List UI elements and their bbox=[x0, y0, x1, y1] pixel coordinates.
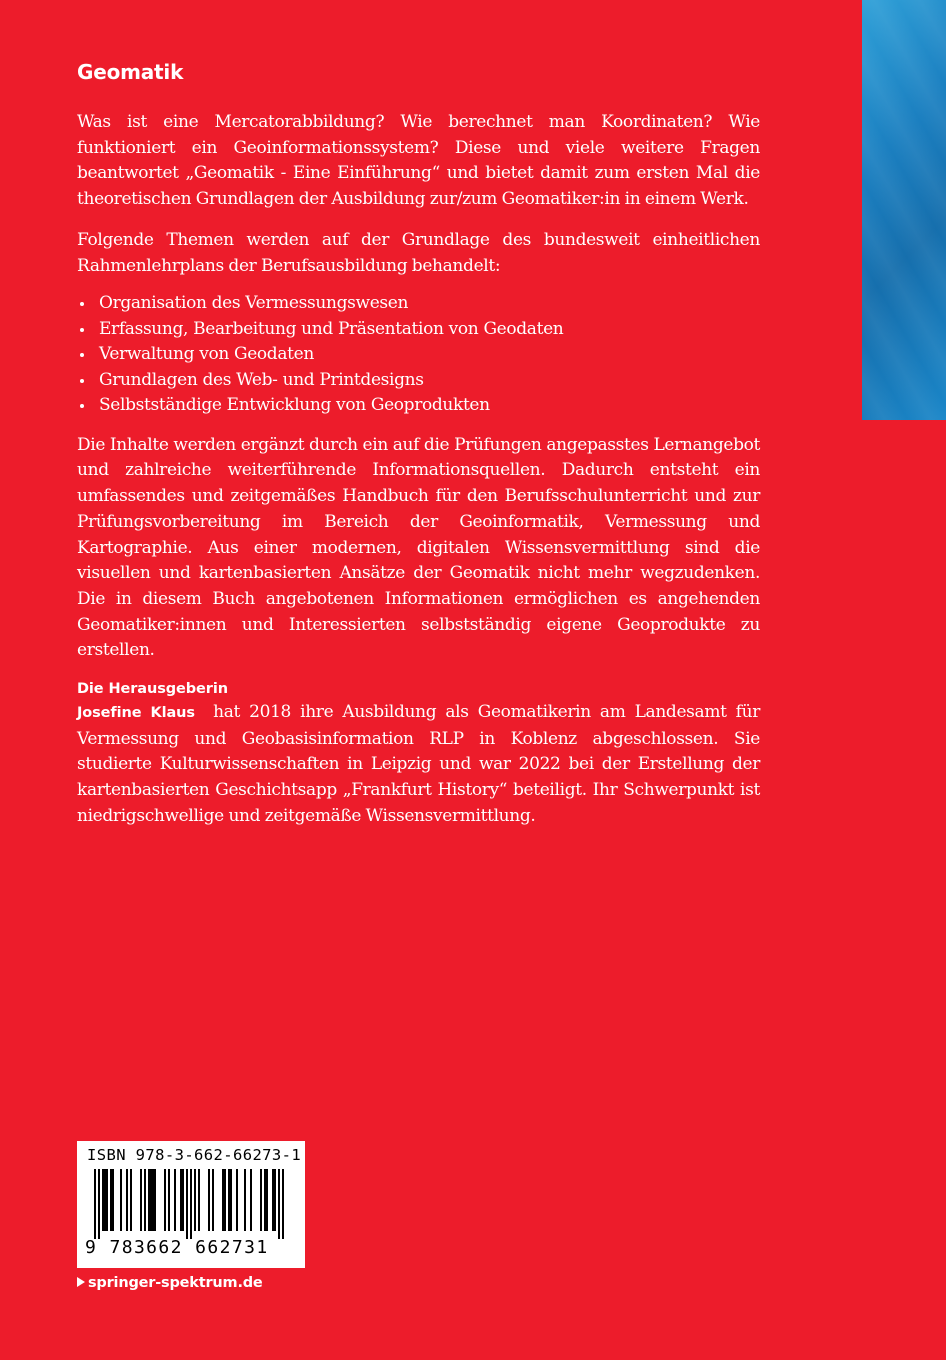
barcode-bar bbox=[168, 1169, 170, 1231]
barcode-bar bbox=[130, 1169, 132, 1231]
barcode-bar bbox=[110, 1169, 112, 1231]
bullet-icon bbox=[80, 353, 84, 357]
barcode-bar bbox=[190, 1169, 192, 1239]
barcode-bar bbox=[174, 1169, 176, 1231]
publisher-url: springer-spektrum.de bbox=[88, 1275, 263, 1291]
bullet-icon bbox=[80, 328, 84, 332]
bullet-icon bbox=[80, 379, 84, 383]
isbn-barcode bbox=[77, 1141, 305, 1268]
barcode-bar bbox=[282, 1169, 284, 1239]
barcode-bar bbox=[126, 1169, 128, 1231]
barcode-bar bbox=[278, 1169, 280, 1239]
editor-name: Josefine Klaus bbox=[77, 705, 195, 722]
editor-heading: Die Herausgeberin bbox=[77, 681, 228, 698]
book-title: Geomatik bbox=[77, 60, 184, 84]
barcode-bar bbox=[144, 1169, 146, 1231]
barcode-bar bbox=[94, 1169, 96, 1239]
editor-bio-text: hat 2018 ihre Ausbildung als Geomatikerin am Landesamt für Vermessung und Geobasisinformation RLP in Koblenz abgeschlossen. Sie studierte Kulturwissenschaften in Leipzig und war 2022 bei der Erstellung der kartenbasierten Geschichtsapp „Frankfurt History“ beteiligt. Ihr Schwerpunkt ist niedrigschwellige und zeitgemäße Wissensvermittlung. bbox=[77, 702, 761, 826]
barcode-bar bbox=[106, 1169, 108, 1231]
barcode-bar bbox=[98, 1169, 100, 1239]
barcode-bar bbox=[264, 1169, 266, 1231]
cover-text bbox=[77, 58, 760, 844]
isbn-label: ISBN 978-3-662-66273-1 bbox=[87, 1146, 302, 1164]
barcode-bar bbox=[154, 1169, 156, 1231]
intro-paragraph: Was ist eine Mercatorabbildung? Wie berechnet man Koordinaten? Wie funktioniert ein Geoinformationssystem? Diese und viele weitere Fragen beantwortet „Geomatik - Eine Einführung“ und bietet damit zum ersten Mal die theoretischen Grundlagen der Ausbildung zur/zum Geomatiker:in in einem Werk. bbox=[77, 112, 760, 210]
barcode-bar bbox=[148, 1169, 150, 1231]
barcode-bar bbox=[152, 1169, 154, 1231]
barcode-bar bbox=[208, 1169, 210, 1231]
blue-accent-strip bbox=[862, 0, 946, 420]
topics-list bbox=[77, 291, 760, 419]
publisher-link[interactable] bbox=[77, 1273, 263, 1293]
barcode-bar bbox=[222, 1169, 224, 1231]
barcode-bar bbox=[140, 1169, 142, 1231]
list-item: Erfassung, Bearbeitung und Präsentation von Geodaten bbox=[77, 317, 760, 343]
barcode-bar bbox=[266, 1169, 268, 1231]
barcode-bar bbox=[230, 1169, 232, 1231]
topics-intro: Folgende Themen werden auf der Grundlage des bundesweit einheitlichen Rahmenlehrplans der Berufsausbildung behandelt: bbox=[77, 229, 760, 276]
barcode-bar bbox=[104, 1169, 106, 1231]
list-item: Grundlagen des Web- und Printdesigns bbox=[77, 368, 760, 394]
barcode-bar bbox=[164, 1169, 166, 1231]
ean-digits: 9 783662 662731 bbox=[85, 1237, 269, 1258]
barcode-bar bbox=[150, 1169, 152, 1231]
barcode-bar bbox=[272, 1169, 274, 1231]
barcode-bar bbox=[260, 1169, 262, 1231]
barcode-bar bbox=[180, 1169, 182, 1231]
barcode-bar bbox=[198, 1169, 200, 1231]
barcode-bar bbox=[244, 1169, 246, 1231]
barcode-bar bbox=[112, 1169, 114, 1231]
list-item: Verwaltung von Geodaten bbox=[77, 342, 760, 368]
barcode-bar bbox=[274, 1169, 276, 1231]
barcode-bar bbox=[102, 1169, 104, 1231]
editor-bio bbox=[77, 700, 760, 830]
barcode-bar bbox=[182, 1169, 184, 1231]
content-paragraph: Die Inhalte werden ergänzt durch ein auf die Prüfungen angepasstes Lernangebot und zahlreiche weiterführende Informationsquellen. Dadurch entsteht ein umfassendes und zeitgemäßes Handbuch für den Berufsschulunterricht und zur Prüfungsvorbereitung im Bereich der Geoinformatik, Vermessung und Kartographie. Aus einer modernen, digitalen Wissensvermittlung sind die visuellen und kartenbasierten Ansätze der Geomatik nicht mehr wegzudenken. Die in diesem Buch angebotenen Informationen ermöglichen es angehenden Geomatiker:innen und Interessierten selbstständig eigene Geoprodukte zu erstellen. bbox=[77, 434, 760, 661]
bullet-icon bbox=[80, 404, 84, 408]
barcode-bars bbox=[86, 1169, 296, 1239]
barcode-bar bbox=[250, 1169, 252, 1231]
barcode-bar bbox=[224, 1169, 226, 1231]
barcode-bar bbox=[194, 1169, 196, 1231]
barcode-bar bbox=[228, 1169, 230, 1231]
list-item: Selbstständige Entwicklung von Geoprodukten bbox=[77, 393, 760, 419]
list-item: Organisation des Vermessungswesen bbox=[77, 291, 760, 317]
barcode-bar bbox=[236, 1169, 238, 1231]
bullet-icon bbox=[80, 302, 84, 306]
barcode-bar bbox=[186, 1169, 188, 1239]
barcode-bar bbox=[212, 1169, 214, 1231]
barcode-bar bbox=[120, 1169, 122, 1231]
arrow-right-icon bbox=[77, 1277, 85, 1287]
